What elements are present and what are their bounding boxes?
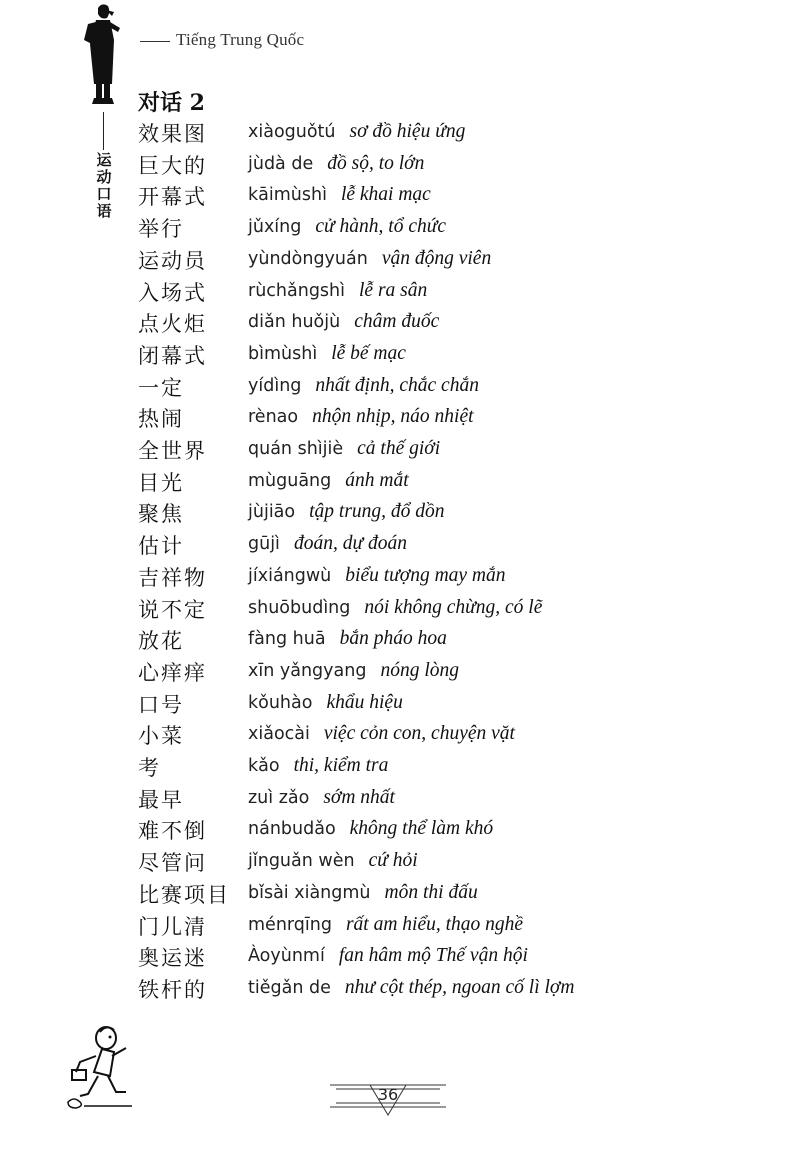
vocab-hanzi: 吉祥物 <box>138 565 207 590</box>
vocab-detail <box>248 660 459 682</box>
vocab-pinyin: jíxiángwù <box>248 565 332 586</box>
vocab-row <box>0 435 800 467</box>
vocab-detail <box>248 565 506 587</box>
vocab-hanzi: 放花 <box>138 629 184 654</box>
vocab-detail <box>248 311 439 333</box>
vocab-detail <box>248 121 465 143</box>
vocab-pinyin: jǐnguǎn wèn <box>248 851 355 872</box>
vocab-meaning: thi, kiểm tra <box>293 755 389 776</box>
vocab-pinyin: yùndòngyuán <box>248 248 368 269</box>
vocab-row <box>0 974 800 1006</box>
vocab-pinyin: Àoyùnmí <box>248 946 325 967</box>
vocab-row <box>0 118 800 150</box>
vocab-pinyin: kāimùshì <box>248 185 327 206</box>
vocab-pinyin: jùjiāo <box>248 502 296 523</box>
header-rule <box>140 41 170 42</box>
vocab-hanzi: 口号 <box>138 692 184 717</box>
vocab-meaning: việc cỏn con, chuyện vặt <box>323 723 515 745</box>
vocab-row <box>0 498 800 530</box>
vocab-row <box>0 879 800 911</box>
side-char: 语 <box>96 202 112 220</box>
vocab-hanzi: 比赛项目 <box>138 882 230 907</box>
vocab-pinyin: mùguāng <box>248 470 332 491</box>
vocab-detail <box>248 850 418 872</box>
man-in-coat-illustration <box>78 0 130 108</box>
vocab-hanzi: 铁杆的 <box>138 977 207 1002</box>
vocab-detail <box>248 438 440 460</box>
vocab-pinyin: kǎo <box>248 756 280 776</box>
vocab-row <box>0 372 800 404</box>
vocab-detail <box>248 818 493 840</box>
vocab-hanzi: 运动员 <box>138 248 207 273</box>
vocab-meaning: rất am hiểu, thạo nghề <box>345 913 524 935</box>
vocab-row <box>0 911 800 943</box>
vocab-hanzi: 一定 <box>138 375 184 400</box>
vocab-hanzi: 门儿清 <box>138 914 207 939</box>
vocab-detail <box>248 153 424 175</box>
vocab-hanzi: 说不定 <box>138 597 207 622</box>
page-number: 36 <box>377 1085 399 1104</box>
page-footer <box>330 1077 446 1117</box>
vocab-meaning: nóng lòng <box>380 659 459 681</box>
vocab-detail <box>248 184 431 206</box>
vocab-pinyin: xiàoguǒtú <box>248 122 336 142</box>
vocab-detail <box>248 501 445 523</box>
vocab-detail <box>248 977 574 999</box>
vocab-row <box>0 594 800 626</box>
vocab-hanzi: 热闹 <box>138 407 184 432</box>
vocab-meaning: cử hành, tổ chức <box>315 216 447 238</box>
vocab-meaning: cả thế giới <box>357 438 441 459</box>
vocab-row <box>0 277 800 309</box>
vocab-detail <box>248 914 523 936</box>
vocab-pinyin: fàng huā <box>248 629 326 650</box>
vocab-pinyin: xiǎocài <box>248 724 310 745</box>
vocab-meaning: môn thi đấu <box>384 881 478 903</box>
vocab-row <box>0 815 800 847</box>
vocab-row <box>0 942 800 974</box>
vocab-pinyin: ménrqīng <box>248 914 332 935</box>
vocab-detail <box>248 533 407 555</box>
vocab-detail <box>248 787 395 809</box>
vocab-detail <box>248 945 528 967</box>
vocab-row <box>0 530 800 562</box>
vocab-hanzi: 效果图 <box>138 122 207 146</box>
vocab-row <box>0 245 800 277</box>
vocab-detail <box>248 628 447 650</box>
vocab-meaning: như cột thép, ngoan cố lì lợm <box>344 976 575 998</box>
vocab-meaning: nói không chừng, có lẽ <box>364 596 543 618</box>
vocab-pinyin: nánbudǎo <box>248 819 336 840</box>
vocab-row <box>0 720 800 752</box>
vocab-pinyin: zuì zǎo <box>248 787 310 808</box>
side-char: 口 <box>96 185 112 203</box>
vocab-meaning: châm đuốc <box>354 311 440 333</box>
vocab-pinyin: quán shìjiè <box>248 439 344 459</box>
vocab-detail <box>248 470 409 492</box>
vocab-hanzi: 尽管问 <box>138 851 207 876</box>
vocab-pinyin: rùchǎngshì <box>248 280 345 301</box>
vocab-pinyin: jùdà de <box>248 153 314 174</box>
vocab-pinyin: yídìng <box>248 375 302 396</box>
vocab-meaning: cứ hỏi <box>368 850 418 872</box>
vocab-detail <box>248 216 446 238</box>
vocab-detail <box>248 375 479 397</box>
vocab-row <box>0 340 800 372</box>
vocab-row <box>0 181 800 213</box>
vocab-meaning: ánh mắt <box>345 469 409 491</box>
vocab-pinyin: shuōbudìng <box>248 597 351 618</box>
vocab-row <box>0 752 800 784</box>
side-char: 运 <box>96 151 112 169</box>
vocab-pinyin: bìmùshì <box>248 343 318 364</box>
vocab-meaning: tập trung, đổ dồn <box>309 501 445 523</box>
vocab-meaning: sơ đồ hiệu ứng <box>349 121 466 142</box>
vocab-hanzi: 目光 <box>138 470 184 495</box>
vocab-detail <box>248 692 403 714</box>
vocab-hanzi: 入场式 <box>138 280 207 305</box>
vocab-meaning: biểu tượng may mắn <box>345 564 506 586</box>
vocab-hanzi: 难不倒 <box>138 819 207 844</box>
vocab-meaning: lễ khai mạc <box>340 184 431 206</box>
vocab-meaning: lễ bế mạc <box>331 342 406 364</box>
vocab-row <box>0 308 800 340</box>
vocab-detail <box>248 597 542 619</box>
side-char: 动 <box>96 168 112 186</box>
vocab-pinyin: gūjì <box>248 534 280 555</box>
vocab-row <box>0 689 800 721</box>
vocab-hanzi: 全世界 <box>138 439 207 463</box>
vocab-detail <box>248 723 515 745</box>
vocab-row <box>0 562 800 594</box>
vocab-hanzi: 聚焦 <box>138 502 184 527</box>
vocab-meaning: nhộn nhịp, náo nhiệt <box>312 406 474 428</box>
vocab-pinyin: kǒuhào <box>248 692 313 713</box>
vocab-detail <box>248 882 478 904</box>
vocab-row <box>0 657 800 689</box>
vocab-pinyin: jǔxíng <box>248 217 302 238</box>
vocab-meaning: sớm nhất <box>323 786 395 808</box>
vocab-detail <box>248 248 491 270</box>
vocab-detail <box>248 343 406 365</box>
vocab-detail <box>248 406 474 428</box>
vocab-row <box>0 403 800 435</box>
vocab-pinyin: tiěgǎn de <box>248 977 331 998</box>
vocab-hanzi: 最早 <box>138 787 184 812</box>
vocab-hanzi: 奥运迷 <box>138 946 207 971</box>
vocab-hanzi: 开幕式 <box>138 185 207 210</box>
vocab-row <box>0 847 800 879</box>
vocab-pinyin: diǎn huǒjù <box>248 312 341 333</box>
vocab-hanzi: 小菜 <box>138 724 184 749</box>
vocab-hanzi: 举行 <box>138 217 184 242</box>
vocab-meaning: bắn pháo hoa <box>339 628 447 650</box>
vocab-meaning: vận động viên <box>381 247 492 269</box>
vocab-pinyin: xīn yǎngyang <box>248 660 367 681</box>
vocab-detail <box>248 755 388 777</box>
vocab-row <box>0 467 800 499</box>
vocab-hanzi: 考 <box>138 756 161 780</box>
vocab-row <box>0 150 800 182</box>
vocab-meaning: fan hâm mộ Thế vận hội <box>338 945 528 967</box>
vocab-row <box>0 625 800 657</box>
vocab-pinyin: rènao <box>248 407 299 428</box>
vocab-meaning: không thể làm khó <box>349 818 494 840</box>
vocab-hanzi: 点火炬 <box>138 312 207 337</box>
vocab-hanzi: 估计 <box>138 534 184 559</box>
vocab-meaning: lễ ra sân <box>359 279 428 301</box>
vocab-pinyin: bǐsài xiàngmù <box>248 882 371 903</box>
vocab-meaning: khẩu hiệu <box>326 691 403 713</box>
running-cartoon-illustration <box>66 1022 136 1114</box>
vocab-row <box>0 784 800 816</box>
vocab-detail <box>248 280 427 302</box>
header-title: Tiếng Trung Quốc <box>176 30 305 49</box>
section-title: 对话 2 <box>138 90 205 116</box>
vocab-hanzi: 闭幕式 <box>138 343 207 368</box>
vocab-meaning: nhất định, chắc chắn <box>315 374 479 396</box>
vocab-meaning: đồ sộ, to lớn <box>327 152 425 174</box>
vocab-meaning: đoán, dự đoán <box>293 533 407 555</box>
vocab-hanzi: 巨大的 <box>138 153 207 178</box>
vocab-row <box>0 213 800 245</box>
vocab-hanzi: 心痒痒 <box>138 660 207 685</box>
